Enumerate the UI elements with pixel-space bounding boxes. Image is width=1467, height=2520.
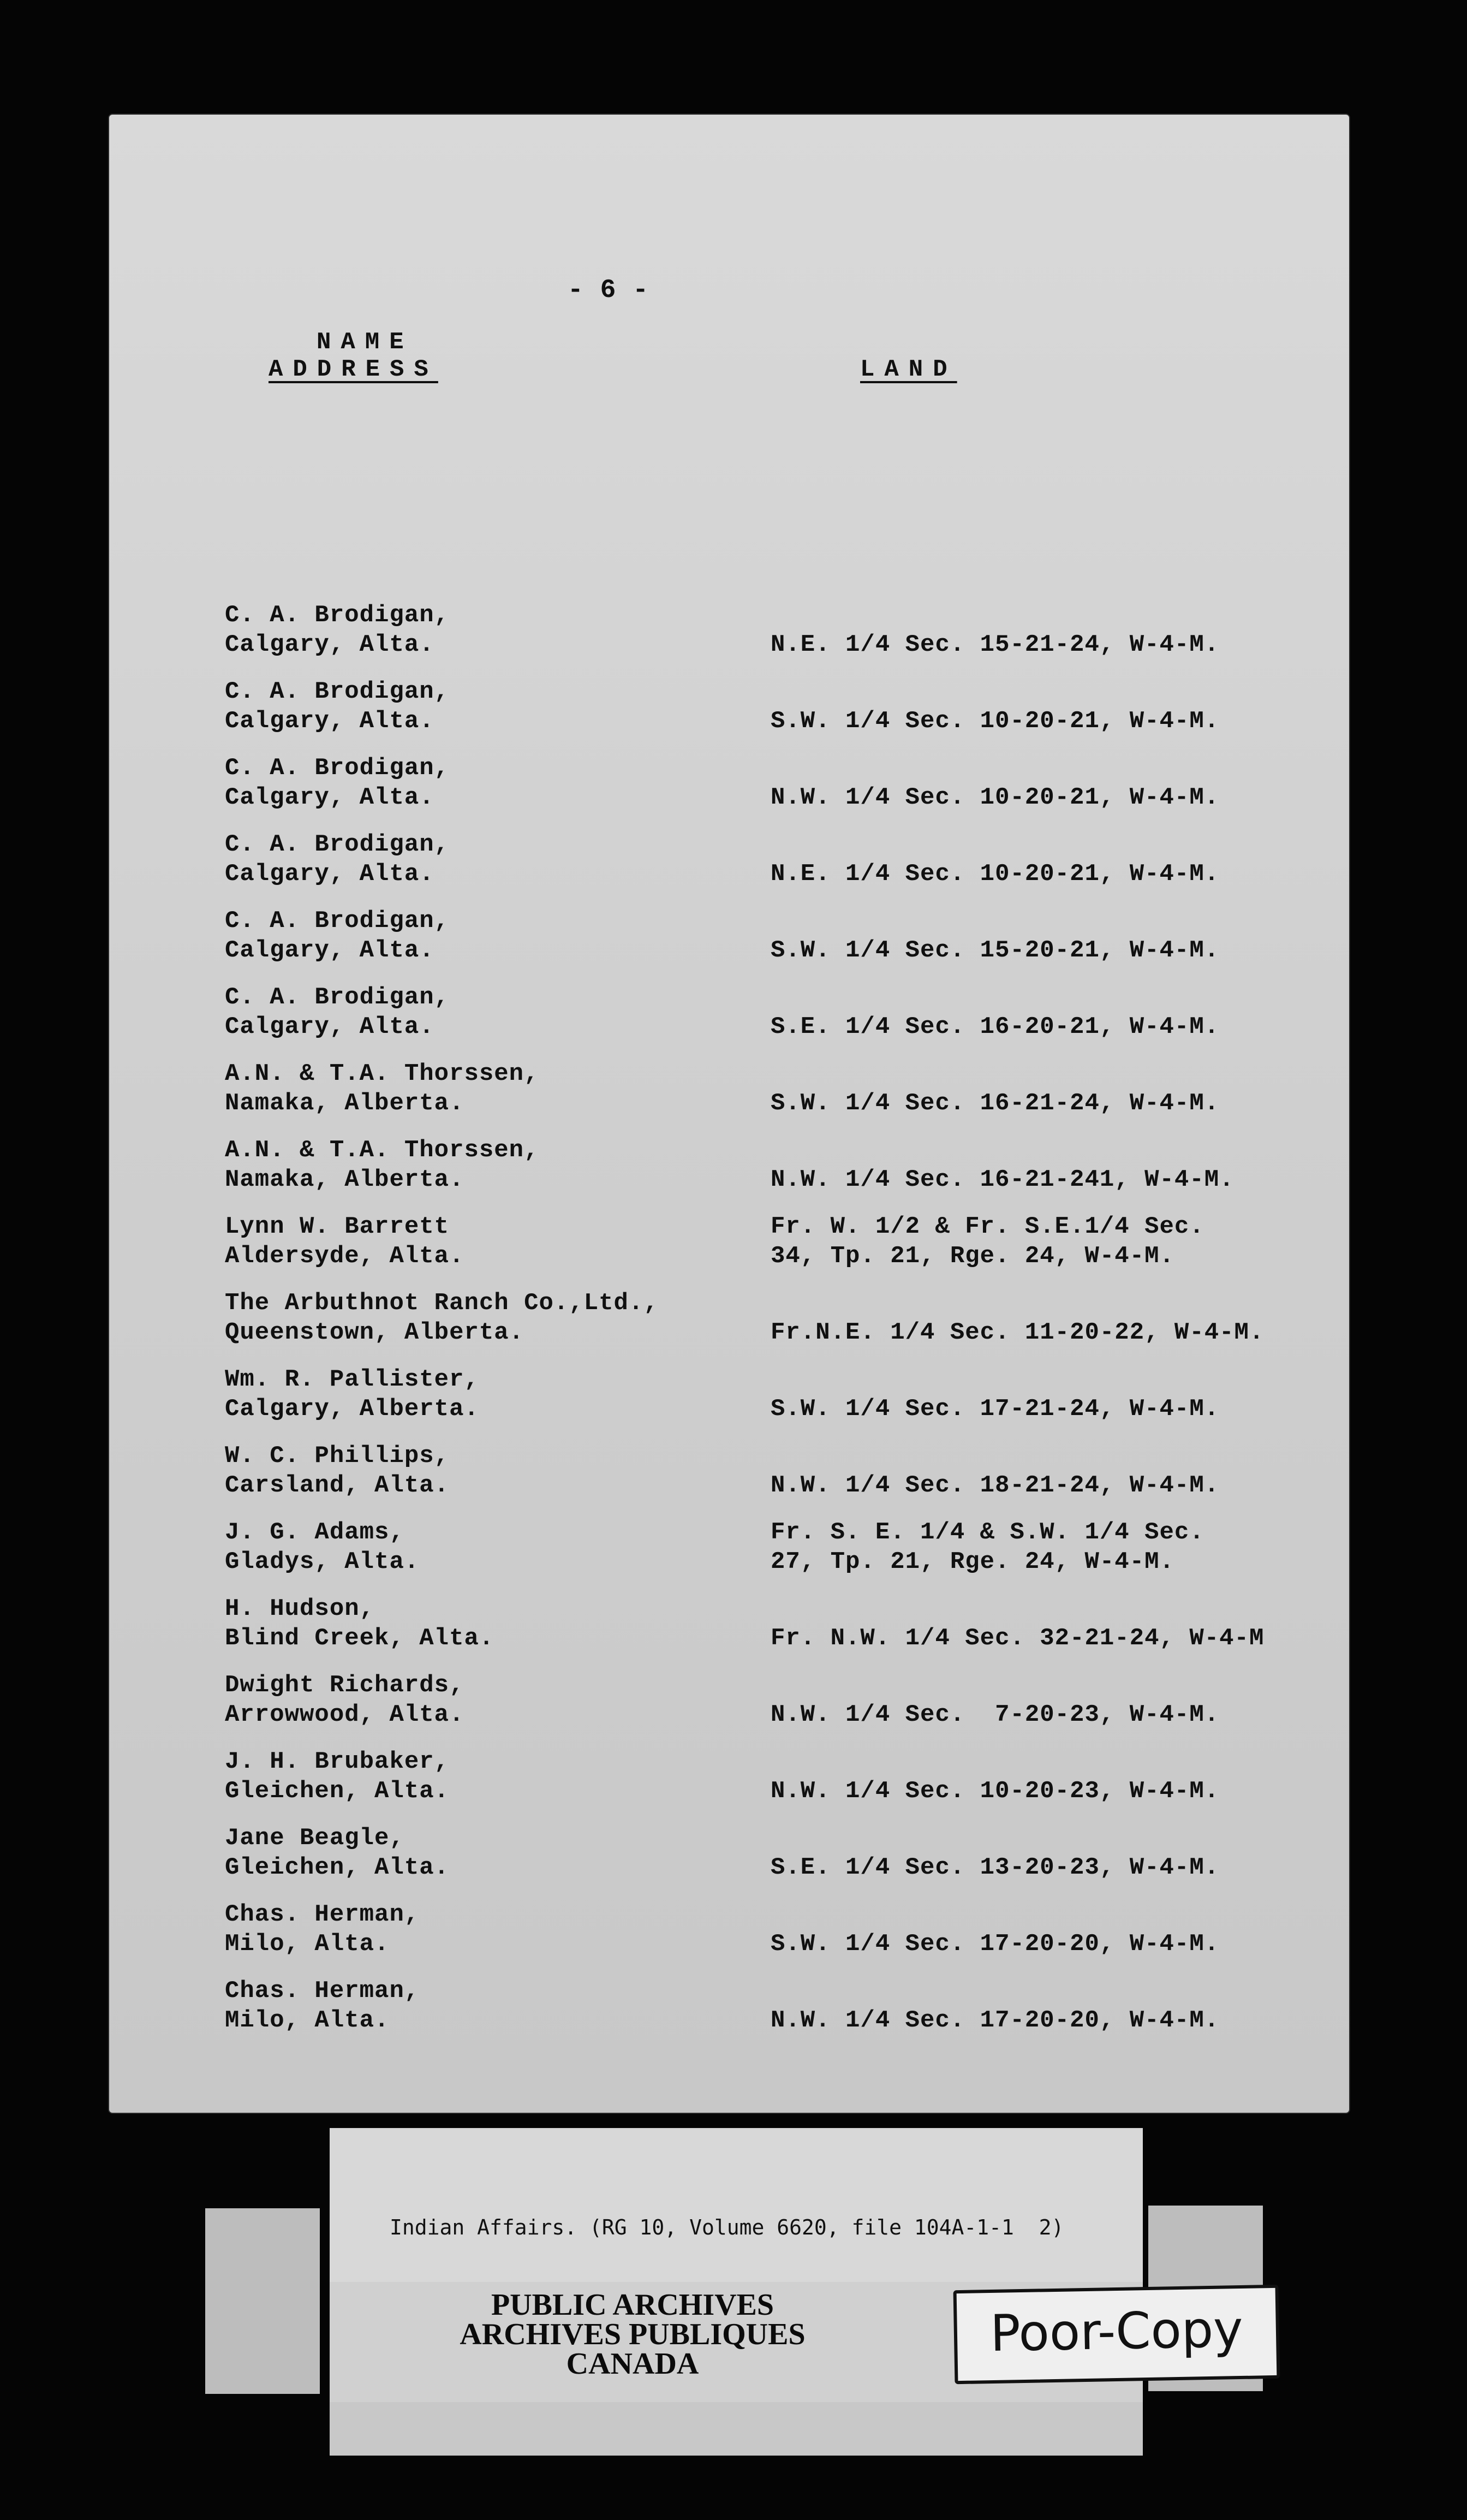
record-land-line: S.W. 1/4 Sec. 17-21-24, W-4-M. — [771, 1395, 1220, 1423]
record-name: Wm. R. Pallister, — [225, 1366, 479, 1393]
record-land-line: 27, Tp. 21, Rge. 24, W-4-M. — [771, 1548, 1174, 1576]
stamp-side-left — [205, 2208, 320, 2394]
record-row — [109, 1671, 1349, 1736]
record-address: Calgary, Alberta. — [225, 1395, 479, 1423]
page-number: - 6 - — [568, 276, 649, 305]
record-land — [771, 1853, 1219, 1882]
record-name: C. A. Brodigan, — [225, 602, 450, 629]
record-row — [109, 1059, 1349, 1125]
record-name-address — [225, 983, 449, 1042]
record-row — [109, 830, 1349, 895]
record-land — [771, 859, 1219, 889]
record-land-line: S.E. 1/4 Sec. 16-20-21, W-4-M. — [771, 1013, 1220, 1041]
record-land-line: N.W. 1/4 Sec. 7-20-23, W-4-M. — [771, 1701, 1220, 1728]
record-row — [109, 983, 1349, 1048]
record-row — [109, 1441, 1349, 1507]
record-name-address — [225, 1900, 419, 1959]
record-row — [109, 1212, 1349, 1277]
record-address: Calgary, Alta. — [225, 784, 434, 811]
record-address: Blind Creek, Alta. — [225, 1625, 494, 1652]
record-land — [771, 1212, 1204, 1271]
record-address: Milo, Alta. — [225, 1930, 390, 1958]
stamp-bottom-strip — [330, 2402, 1143, 2456]
record-name-address — [225, 1365, 479, 1424]
record-row — [109, 1365, 1349, 1430]
document-page — [109, 115, 1349, 2113]
record-name: The Arbuthnot Ranch Co.,Ltd., — [225, 1289, 659, 1317]
record-land — [771, 1700, 1219, 1729]
record-name: C. A. Brodigan, — [225, 907, 450, 935]
record-row — [109, 1900, 1349, 1965]
record-land-line: S.W. 1/4 Sec. 15-20-21, W-4-M. — [771, 937, 1220, 964]
record-address: Gladys, Alta. — [225, 1548, 420, 1576]
record-name-address — [225, 1441, 449, 1500]
record-name-address — [225, 677, 449, 736]
header-address: ADDRESS — [269, 356, 438, 383]
record-address: Calgary, Alta. — [225, 937, 434, 964]
record-address: Calgary, Alta. — [225, 860, 434, 888]
record-row — [109, 1518, 1349, 1583]
record-land-line: Fr. N.W. 1/4 Sec. 32-21-24, W-4-M — [771, 1625, 1265, 1652]
record-land-line: N.W. 1/4 Sec. 18-21-24, W-4-M. — [771, 1472, 1220, 1499]
record-land-line: S.E. 1/4 Sec. 13-20-23, W-4-M. — [771, 1854, 1220, 1881]
record-address: Namaka, Alberta. — [225, 1166, 464, 1193]
archive-line-2: ARCHIVES PUBLIQUES — [460, 2317, 806, 2351]
record-name: C. A. Brodigan, — [225, 831, 450, 858]
record-name-address — [225, 1518, 419, 1577]
record-land-line: Fr.N.E. 1/4 Sec. 11-20-22, W-4-M. — [771, 1319, 1265, 1346]
archive-reference-slip — [330, 2128, 1143, 2292]
record-name-address — [225, 753, 449, 812]
record-land — [771, 1518, 1204, 1577]
record-land-line: N.W. 1/4 Sec. 10-20-21, W-4-M. — [771, 784, 1220, 811]
record-land — [771, 783, 1219, 812]
record-row — [109, 753, 1349, 819]
record-land-line: Fr. S. E. 1/4 & S.W. 1/4 Sec. — [771, 1519, 1204, 1546]
record-land-line: 34, Tp. 21, Rge. 24, W-4-M. — [771, 1243, 1174, 1270]
record-address: Calgary, Alta. — [225, 708, 434, 735]
archive-line-3: CANADA — [566, 2347, 699, 2381]
record-address: Carsland, Alta. — [225, 1472, 450, 1499]
record-name: C. A. Brodigan, — [225, 754, 450, 782]
record-name: Lynn W. Barrett — [225, 1213, 450, 1240]
record-name: Dwight Richards, — [225, 1672, 464, 1699]
record-row — [109, 1594, 1349, 1660]
header-name: NAME — [317, 329, 414, 356]
record-address: Calgary, Alta. — [225, 631, 434, 658]
record-name-address — [225, 601, 449, 659]
record-land — [771, 1165, 1235, 1194]
record-name-address — [225, 1136, 539, 1194]
record-land-line: S.W. 1/4 Sec. 17-20-20, W-4-M. — [771, 1930, 1220, 1958]
record-land — [771, 1012, 1219, 1042]
record-address: Namaka, Alberta. — [225, 1090, 464, 1117]
record-land-line: N.W. 1/4 Sec. 16-21-241, W-4-M. — [771, 1166, 1235, 1193]
header-land: LAND — [860, 356, 957, 383]
record-name-address — [225, 1747, 449, 1806]
record-name-address — [225, 1823, 449, 1882]
record-name: H. Hudson, — [225, 1595, 375, 1622]
poor-copy-label: Poor-Copy — [953, 2285, 1280, 2384]
record-land-line: S.W. 1/4 Sec. 10-20-21, W-4-M. — [771, 708, 1220, 735]
record-name: J. G. Adams, — [225, 1519, 404, 1546]
record-name: A.N. & T.A. Thorssen, — [225, 1060, 539, 1087]
record-row — [109, 1288, 1349, 1354]
record-address: Aldersyde, Alta. — [225, 1243, 464, 1270]
record-address: Calgary, Alta. — [225, 1013, 434, 1041]
record-land — [771, 1318, 1264, 1347]
record-land — [771, 936, 1219, 965]
record-land — [771, 630, 1219, 659]
record-row — [109, 1136, 1349, 1201]
record-name-address — [225, 1594, 494, 1653]
record-row — [109, 1976, 1349, 2042]
record-address: Milo, Alta. — [225, 2007, 390, 2034]
record-land-line: N.E. 1/4 Sec. 10-20-21, W-4-M. — [771, 860, 1220, 888]
record-address: Arrowwood, Alta. — [225, 1701, 464, 1728]
record-row — [109, 1747, 1349, 1812]
record-name: W. C. Phillips, — [225, 1442, 450, 1470]
record-name: C. A. Brodigan, — [225, 678, 450, 705]
record-name: Jane Beagle, — [225, 1824, 404, 1852]
record-land-line: Fr. W. 1/2 & Fr. S.E.1/4 Sec. — [771, 1213, 1204, 1240]
record-name-address — [225, 906, 449, 965]
record-land — [771, 1929, 1219, 1959]
record-name-address — [225, 830, 449, 889]
record-land-line: N.W. 1/4 Sec. 17-20-20, W-4-M. — [771, 2007, 1220, 2034]
record-land-line: S.W. 1/4 Sec. 16-21-24, W-4-M. — [771, 1090, 1220, 1117]
record-land — [771, 1471, 1219, 1500]
record-row — [109, 677, 1349, 742]
record-land — [771, 706, 1219, 736]
record-land-line: N.W. 1/4 Sec. 10-20-23, W-4-M. — [771, 1778, 1220, 1805]
record-row — [109, 1823, 1349, 1889]
record-name: A.N. & T.A. Thorssen, — [225, 1137, 539, 1164]
record-land — [771, 1089, 1219, 1118]
record-land-line: N.E. 1/4 Sec. 15-21-24, W-4-M. — [771, 631, 1220, 658]
record-address: Queenstown, Alberta. — [225, 1319, 524, 1346]
record-name: Chas. Herman, — [225, 1901, 420, 1928]
record-row — [109, 906, 1349, 972]
record-name-address — [225, 1212, 464, 1271]
archive-line-1: PUBLIC ARCHIVES — [491, 2288, 774, 2322]
record-land — [771, 1624, 1264, 1653]
record-land — [771, 2006, 1219, 2035]
record-name: Chas. Herman, — [225, 1977, 420, 2005]
record-address: Gleichen, Alta. — [225, 1778, 450, 1805]
archive-reference: Indian Affairs. (RG 10, Volume 6620, file 104A-1-1 2) — [390, 2215, 1064, 2239]
record-name-address — [225, 1976, 419, 2035]
record-name: J. H. Brubaker, — [225, 1748, 450, 1775]
record-name-address — [225, 1671, 464, 1729]
record-name-address — [225, 1059, 539, 1118]
record-address: Gleichen, Alta. — [225, 1854, 450, 1881]
record-name: C. A. Brodigan, — [225, 984, 450, 1011]
record-land — [771, 1394, 1219, 1424]
record-land — [771, 1776, 1219, 1806]
record-name-address — [225, 1288, 659, 1347]
record-row — [109, 601, 1349, 666]
